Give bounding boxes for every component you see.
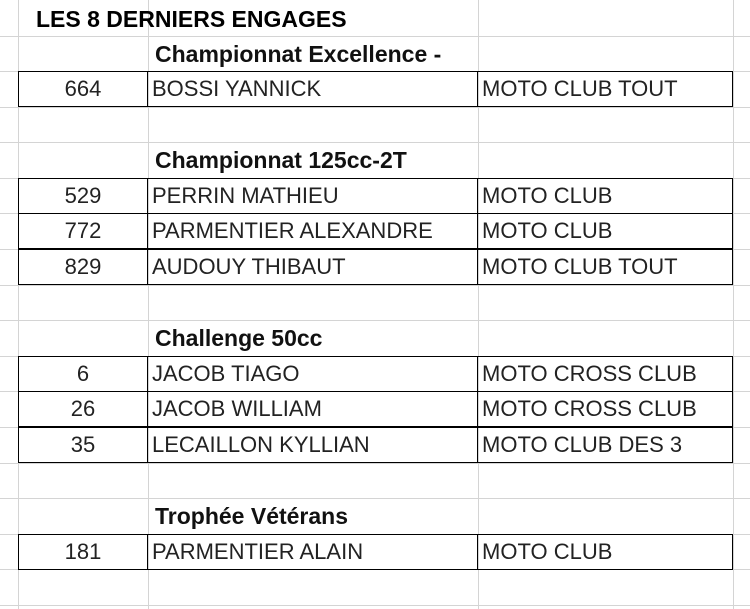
- section-heading[interactable]: Trophée Vétérans: [155, 503, 349, 529]
- entry-number-cell[interactable]: 35: [18, 427, 148, 463]
- club-name-cell[interactable]: MOTO CLUB TOUT: [478, 71, 733, 107]
- entry-number-cell[interactable]: 529: [18, 178, 148, 214]
- section-heading[interactable]: Championnat Excellence -: [155, 41, 442, 67]
- club-name-cell[interactable]: MOTO CROSS CLUB: [478, 356, 733, 392]
- club-name-cell[interactable]: MOTO CLUB: [478, 213, 733, 249]
- entry-row: [0, 427, 750, 463]
- gridline-horizontal: [0, 107, 750, 108]
- entry-number-cell[interactable]: 26: [18, 391, 148, 427]
- section-heading[interactable]: Challenge 50cc: [155, 325, 323, 351]
- entry-row: [0, 213, 750, 249]
- club-name-cell[interactable]: MOTO CROSS CLUB: [478, 391, 733, 427]
- gridline-horizontal: [0, 498, 750, 499]
- rider-name-cell[interactable]: PARMENTIER ALEXANDRE: [148, 213, 478, 249]
- gridline-horizontal: [0, 463, 750, 464]
- entry-row: [0, 249, 750, 285]
- entry-number-cell[interactable]: 6: [18, 356, 148, 392]
- section-heading[interactable]: Championnat 125cc-2T: [155, 147, 407, 173]
- gridline-horizontal: [0, 320, 750, 321]
- sheet-title[interactable]: LES 8 DERNIERS ENGAGES: [36, 6, 347, 32]
- entry-number-cell[interactable]: 664: [18, 71, 148, 107]
- gridline-horizontal: [0, 285, 750, 286]
- entry-row: [0, 356, 750, 392]
- gridline-horizontal: [0, 605, 750, 606]
- club-name-cell[interactable]: MOTO CLUB: [478, 178, 733, 214]
- rider-name-cell[interactable]: PERRIN MATHIEU: [148, 178, 478, 214]
- rider-name-cell[interactable]: PARMENTIER ALAIN: [148, 534, 478, 570]
- entry-number-cell[interactable]: 181: [18, 534, 148, 570]
- entry-row: [0, 71, 750, 107]
- club-name-cell[interactable]: MOTO CLUB DES 3: [478, 427, 733, 463]
- club-name-cell[interactable]: MOTO CLUB: [478, 534, 733, 570]
- entry-row: [0, 178, 750, 214]
- entry-row: [0, 534, 750, 570]
- club-name-cell[interactable]: MOTO CLUB TOUT: [478, 249, 733, 285]
- rider-name-cell[interactable]: LECAILLON KYLLIAN: [148, 427, 478, 463]
- rider-name-cell[interactable]: JACOB WILLIAM: [148, 391, 478, 427]
- rider-name-cell[interactable]: BOSSI YANNICK: [148, 71, 478, 107]
- rider-name-cell[interactable]: JACOB TIAGO: [148, 356, 478, 392]
- entry-row: [0, 391, 750, 427]
- entry-number-cell[interactable]: 772: [18, 213, 148, 249]
- rider-name-cell[interactable]: AUDOUY THIBAUT: [148, 249, 478, 285]
- entry-number-cell[interactable]: 829: [18, 249, 148, 285]
